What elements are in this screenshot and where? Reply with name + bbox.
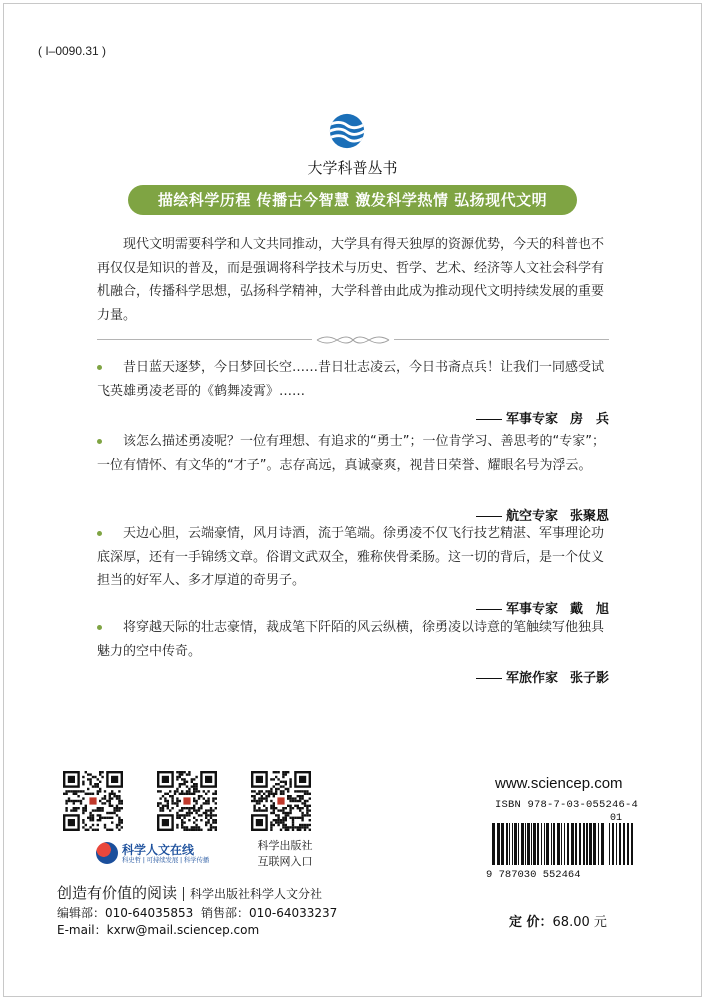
series-logo-icon xyxy=(328,112,366,150)
editorial-phone: 编辑部：010-64035853 xyxy=(57,906,194,920)
contact-phones xyxy=(57,904,337,921)
attribution-role: 军事专家 xyxy=(505,602,558,617)
barcode-digits: 9 787030 552464 xyxy=(486,869,581,879)
isbn-number: ISBN 978-7-03-055246-4 xyxy=(495,799,639,811)
dash-icon xyxy=(476,678,502,679)
publisher-qr-label: 科学出版社 互联网入口 xyxy=(257,839,313,868)
slogan-banner: 描绘科学历程 传播古今智慧 激发科学热情 弘扬现代文明 xyxy=(128,185,577,215)
quote-attribution-1 xyxy=(476,408,609,427)
book-price: 定 价：68.00 元 xyxy=(509,915,607,930)
attribution-name: 戴 旭 xyxy=(569,602,609,617)
sales-phone: 销售部：010-64033237 xyxy=(200,906,338,920)
divider-ornament-icon xyxy=(315,334,391,346)
dash-icon xyxy=(476,419,502,420)
series-intro: 现代文明需要科学和人文共同推动，大学具有得天独厚的资源优势，今天的科普也不再仅仅是知识的普及，而是强调将科学技术与历史、哲学、艺术、经济等人文社会科学有机融合，传播科学思想，弘扬科学精神，大学科普由此成为推动现代文明持续发展的重要力量。 xyxy=(97,237,605,323)
series-title: 大学科普丛书 xyxy=(307,159,398,177)
attribution-role: 军事专家 xyxy=(505,412,558,427)
bullet-icon xyxy=(97,625,102,630)
bullet-icon xyxy=(97,531,102,536)
catalog-code: ( I–0090.31 ) xyxy=(38,44,107,58)
publisher-website[interactable]: www.sciencep.com xyxy=(495,775,623,792)
ornamental-divider xyxy=(97,334,609,346)
quote-text: 昔日蓝天逐梦，今日梦回长空……昔日壮志凌云，今日书斋点兵！让我们一同感受试飞英雄勇凌老哥的《鹤舞凌霄》…… xyxy=(97,360,605,399)
quote-text: 该怎么描述勇凌呢？一位有理想、有追求的“勇士”；一位肯学习、善思考的“专家”；一位有情怀、有文华的“才子”。志存高远，真诚豪爽，视昔日荣誉、耀眼名号为浮云。 xyxy=(97,434,605,473)
quote-3 xyxy=(97,522,609,593)
quote-1 xyxy=(97,356,609,403)
attribution-role: 航空专家 xyxy=(505,509,558,524)
isbn-barcode xyxy=(486,811,636,879)
brand-tagline: 科史哲 | 可持续发展 | 科学传播 xyxy=(122,856,210,864)
attribution-name: 张聚恩 xyxy=(569,509,609,524)
quote-attribution-3 xyxy=(476,598,609,617)
brand-logo xyxy=(96,840,210,866)
bullet-icon xyxy=(97,439,102,444)
quote-text: 将穿越天际的壮志豪情，裁成笔下阡陌的风云纵横，徐勇凌以诗意的笔触续写他独具魅力的空中传奇。 xyxy=(97,620,605,659)
dash-icon xyxy=(476,609,502,610)
contact-email[interactable]: E-mail：kxrw@mail.sciencep.com xyxy=(57,923,260,937)
attribution-name: 张子影 xyxy=(569,671,609,686)
qr-code-publisher-icon[interactable] xyxy=(251,771,311,831)
reading-slogan: 创造有价值的阅读 科学出版社科学人文分社 xyxy=(57,884,323,902)
attribution-name: 房 兵 xyxy=(569,412,609,427)
quote-2 xyxy=(97,430,609,477)
quote-attribution-4 xyxy=(476,667,609,686)
bullet-icon xyxy=(97,365,102,370)
dash-icon xyxy=(476,516,502,517)
barcode-bars xyxy=(492,823,633,865)
publisher-name: 科学出版社科学人文分社 xyxy=(190,887,323,901)
qr-code-wechat-icon[interactable] xyxy=(63,771,123,831)
isbn-addon: 01 xyxy=(610,813,623,824)
qr-code-app-icon[interactable] xyxy=(157,771,217,831)
attribution-role: 军旅作家 xyxy=(505,671,558,686)
quote-4 xyxy=(97,616,609,663)
quote-text: 天边心胆，云端豪情，风月诗酒，流于笔端。徐勇凌不仅飞行技艺精湛、军事理论功底深厚，还有一手锦绣文章。俗谓文武双全，雅称侠骨柔肠。这一切的背后，是一个仗义担当的好军人、多才厚道的奇男子。 xyxy=(97,526,605,588)
brand-name: 科学人文在线 xyxy=(122,843,195,857)
brand-logo-icon xyxy=(96,842,118,864)
